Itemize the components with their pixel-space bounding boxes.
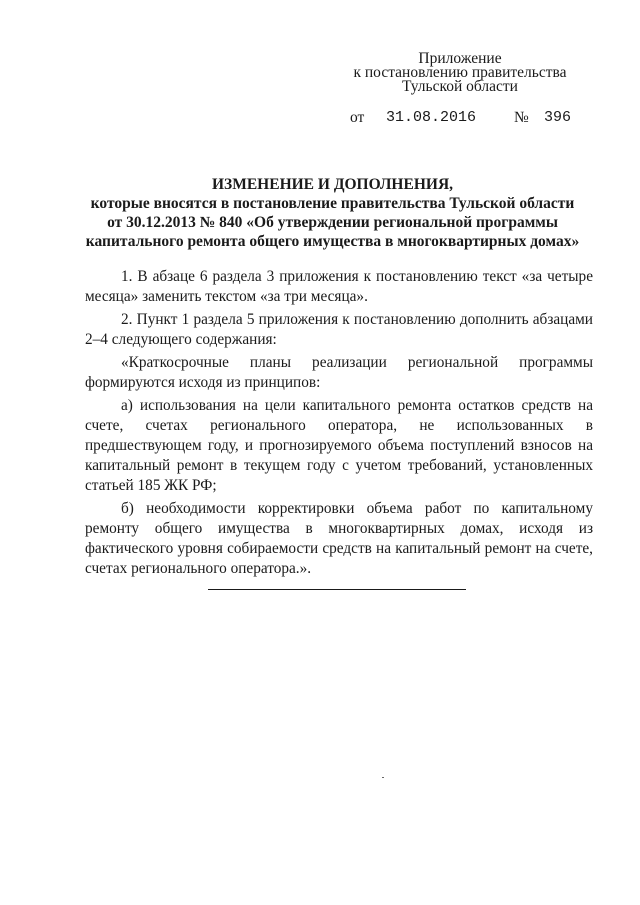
appendix-line-2: к постановлению правительства bbox=[353, 64, 567, 81]
paragraph-1: 1. В абзаце 6 раздела 3 приложения к постановлению текст «за четыре месяца» заменить текстом «за три месяца». bbox=[85, 268, 593, 305]
appendix-line-1: Приложение bbox=[418, 50, 502, 67]
document-body bbox=[85, 267, 593, 582]
paragraph-5: б) необходимости корректировки объема работ по капитальному ремонту общего имущества в многоквартирных домах, исходя из фактического уровня собираемости средств на капитальный ремонт на счете, счетах регионального оператора.». bbox=[85, 500, 593, 577]
end-separator-line bbox=[208, 589, 466, 590]
paragraph-2: 2. Пункт 1 раздела 5 приложения к постановлению дополнить абзацами 2–4 следующего содержания: bbox=[85, 311, 593, 348]
number-label: № bbox=[514, 109, 529, 126]
title-line-4: капитального ремонта общего имущества в многоквартирных домах» bbox=[85, 233, 580, 250]
document-title bbox=[60, 175, 605, 251]
resolution-date: 31.08.2016 bbox=[386, 109, 477, 126]
title-line-2: которые вносятся в постановление правительства Тульской области bbox=[90, 195, 575, 212]
paragraph-4: а) использования на цели капитального ремонта остатков средств на счете, счетах регионального оператора, не использованных в предшествующем году, и прогнозируемого объема поступлений взносов на капитальный ремонт в текущем году с учетом требований, установленных статьей 185 ЖК РФ; bbox=[85, 397, 593, 494]
appendix-line-3: Тульской области bbox=[402, 78, 518, 95]
appendix-header bbox=[340, 52, 580, 94]
title-main: ИЗМЕНЕНИЕ И ДОПОЛНЕНИЯ, bbox=[211, 176, 454, 193]
from-label: от bbox=[350, 109, 365, 126]
paragraph-3: «Краткосрочные планы реализации региональной программы формируются исходя из принципов: bbox=[85, 354, 593, 391]
title-line-3: от 30.12.2013 № 840 «Об утверждении региональной программы bbox=[107, 214, 558, 231]
reference-line bbox=[0, 109, 640, 129]
scan-speck bbox=[382, 777, 384, 778]
resolution-number: 396 bbox=[544, 109, 572, 126]
